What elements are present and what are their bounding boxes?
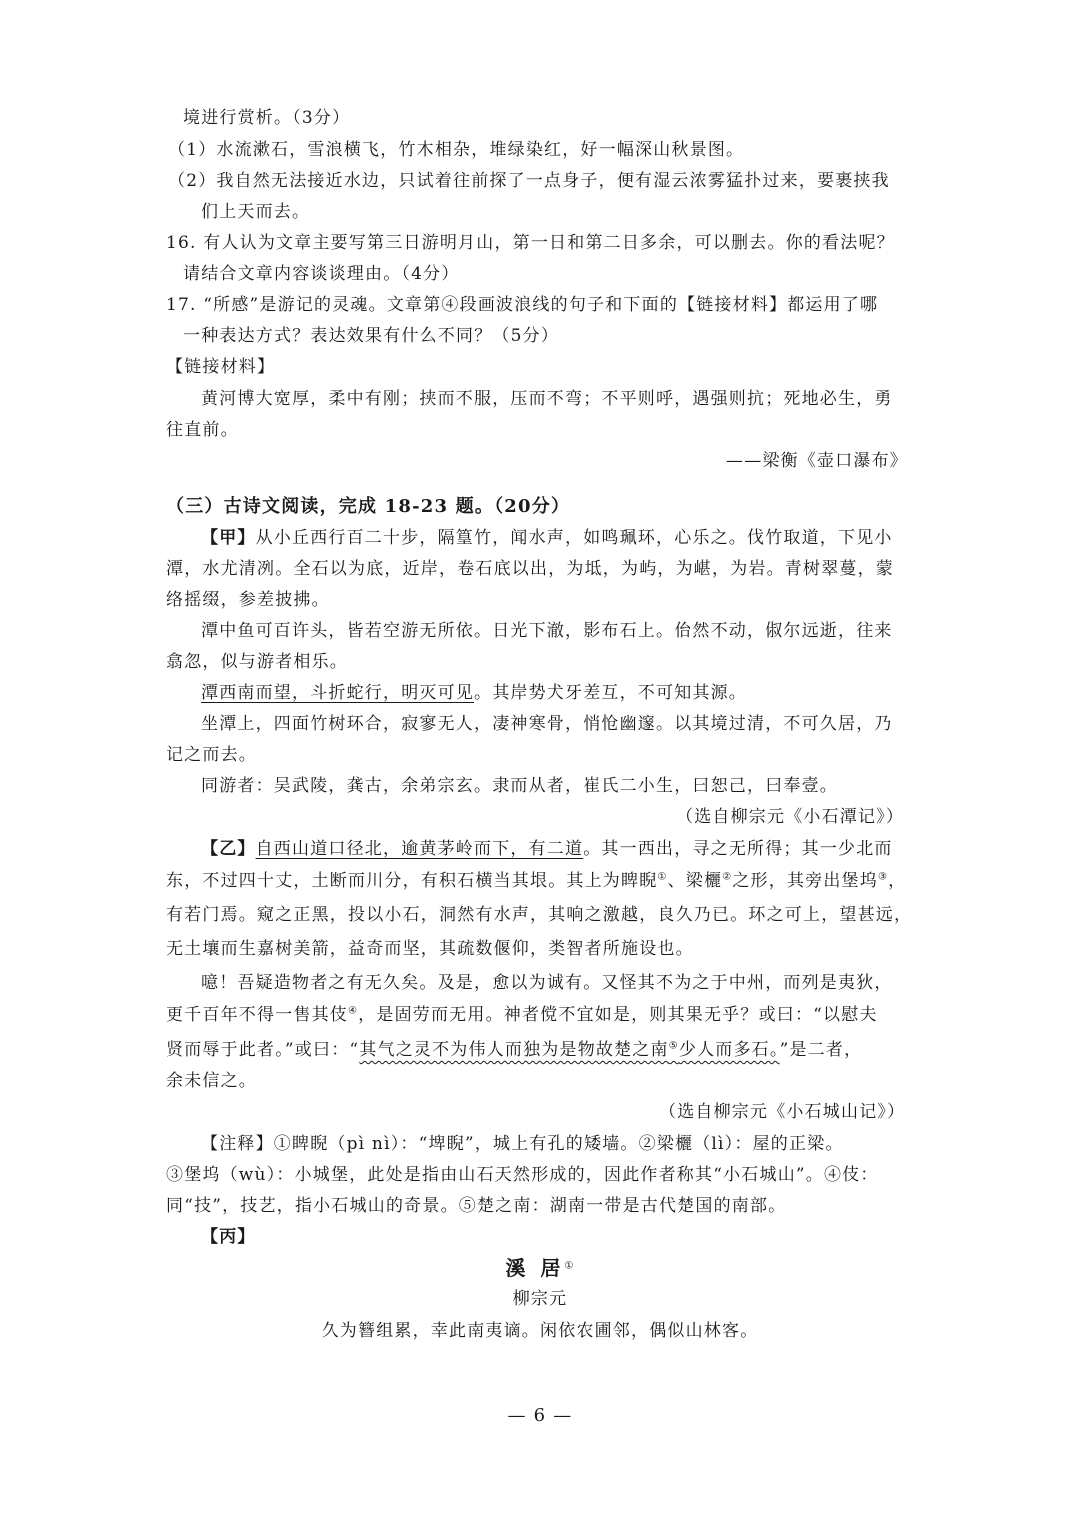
jia-line-1: 【甲】从小丘西行百二十步，隔篁竹，闻水声，如鸣珮环，心乐之。伐竹取道，下见小: [201, 528, 893, 548]
yi-label: 【乙】: [201, 839, 256, 859]
note-ref-2: ②: [722, 871, 733, 883]
q15-sentence-2b: 们上天而去。: [201, 202, 311, 222]
question-16-cont: 请结合文章内容谈谈理由。（4分）: [183, 264, 460, 284]
section-3-heading: （三）古诗文阅读，完成 18-23 题。（20分）: [166, 496, 571, 517]
yi-line-5: 噫！吾疑造物者之有无久矣。及是，愈以为诚有。又怪其不为之于中州，而列是夷狄，: [201, 973, 893, 993]
link-material-p2: 往直前。: [166, 420, 239, 440]
yi-source: （选自柳宗元《小石城山记》）: [659, 1102, 906, 1122]
yi-wavy-sentence: 其气之灵不为伟人而独为是物故楚之南⑤少人而多石。: [359, 1040, 780, 1060]
jia-line-5: 翕忽，似与游者相乐。: [166, 652, 348, 672]
notes-line-3: 同“技”，技艺，指小石城山的奇景。⑤楚之南：湖南一带是古代楚国的南部。: [166, 1196, 787, 1216]
yi-line-8: 余未信之。: [166, 1071, 257, 1091]
notes-line-1: 【注释】①睥睨（pì nì）：“埤睨”，城上有孔的矮墙。②梁欐（lì）：屋的正梁。: [201, 1134, 844, 1154]
link-material-p1: 黄河博大宽厚，柔中有刚；挟而不服，压而不弯；不平则呼，遇强则抗；死地必生，勇: [201, 389, 893, 409]
jia-line-7: 坐潭上，四面竹树环合，寂寥无人，凄神寒骨，悄怆幽邃。以其境过清，不可久居，乃: [201, 714, 893, 734]
question-17: 17. “所感”是游记的灵魂。文章第④段画波浪线的句子和下面的【链接材料】都运用了哪: [166, 295, 879, 315]
yi-line-2: 东，不过四十丈，土断而川分，有积石横当其垠。其上为睥睨①、梁欐②之形，其旁出堡坞③，: [166, 871, 907, 891]
notes-line-2: ③堡坞（wù）：小城堡，此处是指由山石天然形成的，因此作者称其“小石城山”。④伎：: [166, 1165, 879, 1185]
poem-line-1: 久为簪组累，幸此南夷谪。闲依农圃邻，偶似山林客。: [321, 1321, 759, 1341]
page-number: — 6 —: [507, 1405, 573, 1426]
yi-line-6: 更千百年不得一售其伎④，是固劳而无用。神者傥不宜如是，则其果无乎？或曰：“以慰夫: [166, 1005, 878, 1025]
question-16: 16. 有人认为文章主要写第三日游明月山，第一日和第二日多余，可以删去。你的看法呢？: [166, 233, 895, 253]
jia-line-8: 记之而去。: [166, 745, 257, 765]
jia-line-9: 同游者：吴武陵，龚古，余弟宗玄。隶而从者，崔氏二小生，曰恕己，曰奉壹。: [201, 776, 838, 796]
note-ref-poem: ①: [564, 1260, 575, 1272]
note-ref-5: ⑤: [668, 1040, 679, 1052]
note-ref-1: ①: [657, 871, 668, 883]
poem-author: 柳宗元: [512, 1289, 568, 1309]
q15-sentence-1: （1）水流漱石，雪浪横飞，竹木相杂，堆绿染红，好一幅深山秋景图。: [168, 140, 745, 160]
jia-line-3: 络摇缀，参差披拂。: [166, 590, 330, 610]
jia-label: 【甲】: [201, 528, 256, 548]
note-ref-3: ③: [877, 871, 889, 883]
q15-sentence-2a: （2）我自然无法接近水边，只试着往前探了一点身子，便有湿云浓雾猛扑过来，要裹挟我: [168, 171, 890, 191]
poem-title: 溪 居①: [505, 1256, 575, 1280]
jia-line-4: 潭中鱼可百许头，皆若空游无所依。日光下澈，影布石上。佁然不动，俶尔远逝，往来: [201, 621, 893, 641]
yi-line-4: 无土壤而生嘉树美箭，益奇而坚，其疏数偃仰，类智者所施设也。: [166, 939, 694, 959]
yi-underlined-sentence: 自西山道口径北，逾黄茅岭而下，有二道: [255, 839, 584, 859]
q15-continuation: 境进行赏析。（3分）: [183, 108, 351, 128]
jia-underlined-sentence: 潭西南而望，斗折蛇行，明灭可见: [201, 683, 474, 703]
yi-line-3: 有若门焉。窥之正黑，投以小石，洞然有水声，其响之激越，良久乃已。环之可上，望甚远，: [166, 905, 913, 925]
note-ref-4: ④: [348, 1005, 359, 1017]
yi-line-7: 贤而辱于此者。”或曰：“其气之灵不为伟人而独为是物故楚之南⑤少人而多石。”是二者，: [166, 1040, 863, 1060]
jia-line-6: 潭西南而望，斗折蛇行，明灭可见。其岸势犬牙差互，不可知其源。: [201, 683, 747, 703]
yi-line-1: 【乙】自西山道口径北，逾黄茅岭而下，有二道。其一西出，寻之无所得；其一少北而: [201, 839, 893, 859]
jia-source: （选自柳宗元《小石潭记》）: [676, 807, 905, 827]
link-material-heading: 【链接材料】: [166, 357, 276, 377]
bing-label: 【丙】: [201, 1227, 256, 1247]
question-17-cont: 一种表达方式？表达效果有什么不同？（5分）: [183, 326, 560, 346]
jia-line-2: 潭，水尤清冽。全石以为底，近岸，卷石底以出，为坻，为屿，为嵁，为岩。青树翠蔓，蒙: [166, 559, 894, 579]
link-material-source: ——梁衡《壶口瀑布》: [726, 451, 908, 471]
